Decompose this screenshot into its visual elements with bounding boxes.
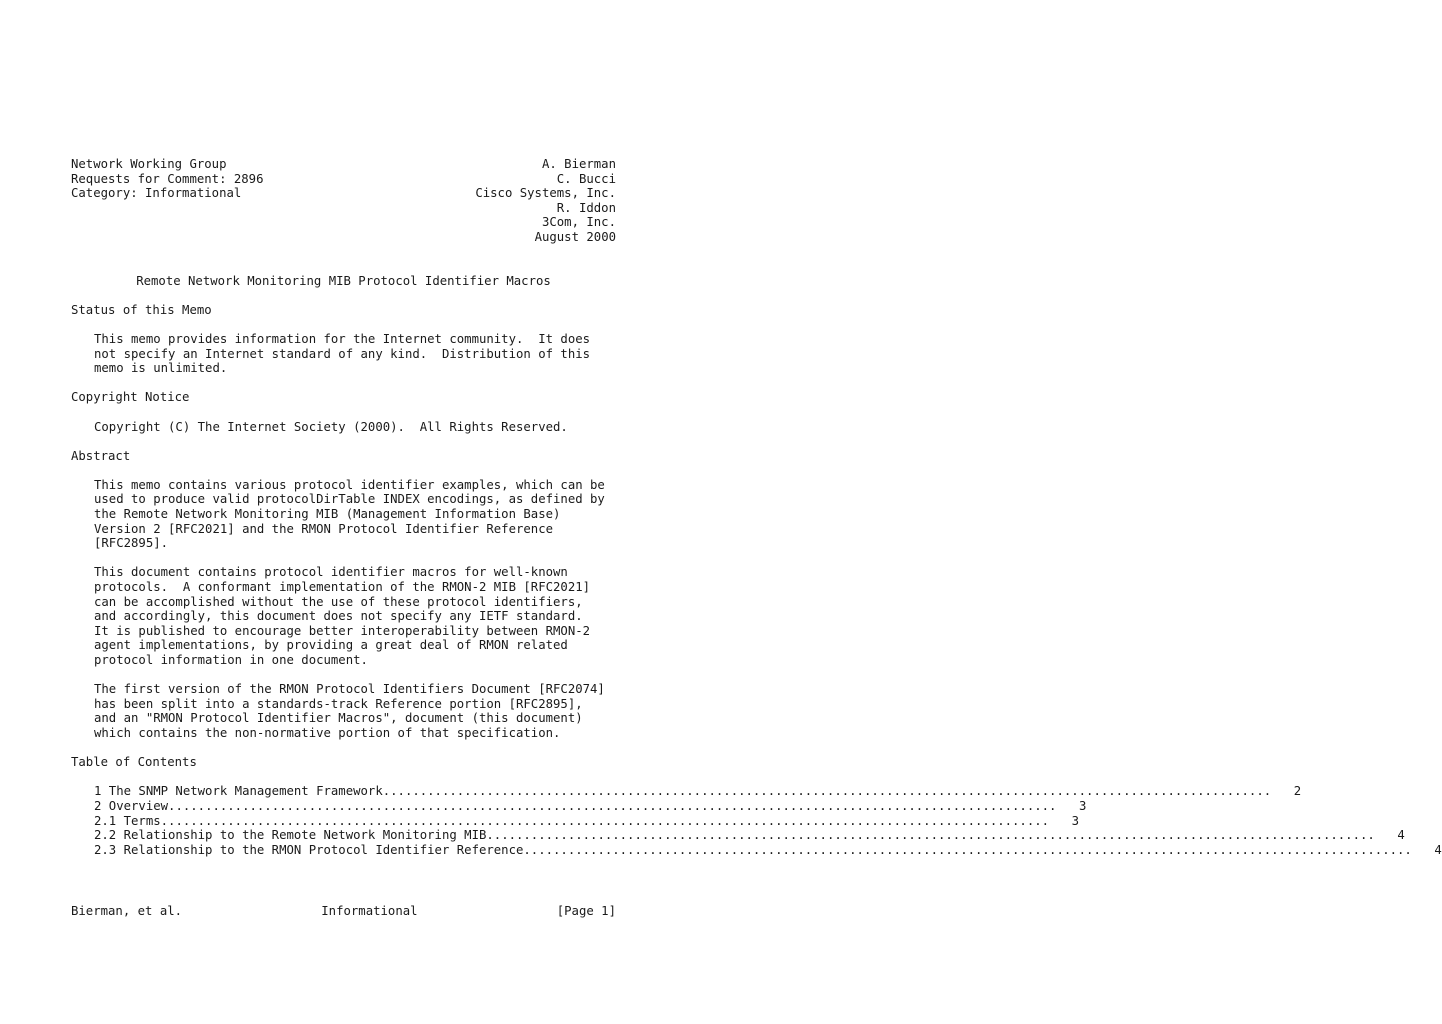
category: Category: Informational [71,186,242,201]
toc-entry[interactable] [94,784,1302,799]
author-3: R. Iddon [556,200,616,215]
footer-authors: Bierman, et al. [71,904,183,918]
toc-entry-label: 2.3 Relationship to the RMON Protocol Identifier Reference [94,842,524,857]
paragraph-line: Version 2 [RFC2021] and the RMON Protocol Identifier Reference [94,521,554,536]
toc-entry[interactable] [94,842,1442,858]
paragraph-line: and an "RMON Protocol Identifier Macros", document (this document) [94,711,583,726]
toc-leader-dots: ........................................................................................................................ [382,784,1272,799]
toc-entry-page: 4 [1397,828,1405,843]
paragraph-line: The first version of the RMON Protocol Identifiers Document [RFC2074] [94,682,605,697]
abstract-paragraph-1 [71,478,616,551]
paragraph-line: can be accomplished without the use of these protocol identifiers, [94,594,583,609]
paragraph-line: not specify an Internet standard of any kind. Distribution of this [94,346,591,361]
status-heading: Status of this Memo [71,302,212,317]
toc-leader-dots: ........................................................................................................................ [160,813,1050,828]
author-1: A. Bierman [541,157,616,171]
rfc-header [71,157,616,245]
toc-entry[interactable] [94,813,1080,829]
affiliation-2: 3Com, Inc. [541,215,616,230]
status-paragraph [71,332,616,376]
paragraph-line: This memo contains various protocol identifier examples, which can be [94,477,605,492]
table-of-contents [71,784,1442,857]
rfc-number: Requests for Comment: 2896 [71,171,264,186]
publication-date: August 2000 [534,229,616,244]
paragraph-line: Copyright (C) The Internet Society (2000). All Rights Reserved. [94,419,568,434]
rfc-page [71,157,1442,857]
toc-entry[interactable] [94,798,1087,814]
toc-leader-dots: ........................................................................................................................ [168,798,1057,813]
toc-entry-label: 1 The SNMP Network Management Framework [94,784,383,799]
toc-leader-dots: ........................................................................................................................ [523,842,1412,857]
paragraph-line: This memo provides information for the Internet community. It does [94,331,591,346]
footer-page-number: [Page 1] [556,904,616,918]
paragraph-line: and accordingly, this document does not specify any IETF standard. [94,609,583,624]
paragraph-line: agent implementations, by providing a great deal of RMON related [94,638,568,653]
copyright-heading: Copyright Notice [71,390,190,405]
toc-entry-page: 4 [1434,842,1442,857]
toc-entry-page: 2 [1293,784,1302,799]
paragraph-line: It is published to encourage better interoperability between RMON-2 [94,623,591,638]
header-right-block [475,157,616,245]
paragraph-line: protocol information in one document. [94,653,368,667]
paragraph-line: protocols. A conformant implementation of the RMON-2 MIB [RFC2021] [94,580,591,595]
toc-heading: Table of Contents [71,755,197,770]
toc-entry-page: 3 [1071,813,1080,828]
toc-entry[interactable] [94,828,1405,843]
toc-entry-page: 3 [1079,798,1087,813]
abstract-paragraph-3 [71,682,616,740]
paragraph-line: used to produce valid protocolDirTable INDEX encodings, as defined by [94,492,605,507]
footer-category: Informational [321,904,418,918]
working-group: Network Working Group [71,157,227,171]
copyright-paragraph [71,420,616,435]
document-title: Remote Network Monitoring MIB Protocol Identifier Macros [136,273,551,288]
paragraph-line: memo is unlimited. [94,361,228,376]
paragraph-line: [RFC2895]. [94,536,169,551]
paragraph-line: the Remote Network Monitoring MIB (Management Information Base) [94,507,561,522]
author-2: C. Bucci [556,171,616,186]
abstract-heading: Abstract [71,448,131,463]
affiliation-1: Cisco Systems, Inc. [475,186,616,201]
toc-entry-label: 2 Overview [94,798,169,813]
paragraph-line: This document contains protocol identifier macros for well-known [94,565,568,580]
abstract-paragraph-2 [71,565,616,667]
header-left-block [71,157,264,245]
paragraph-line: which contains the non-normative portion of that specification. [94,725,561,740]
toc-entry-label: 2.2 Relationship to the Remote Network Monitoring MIB [94,828,487,843]
paragraph-line: has been split into a standards-track Reference portion [RFC2895], [94,696,583,711]
page-footer [71,904,616,919]
toc-leader-dots: ........................................................................................................................ [486,828,1375,843]
toc-entry-label: 2.1 Terms [94,813,161,828]
